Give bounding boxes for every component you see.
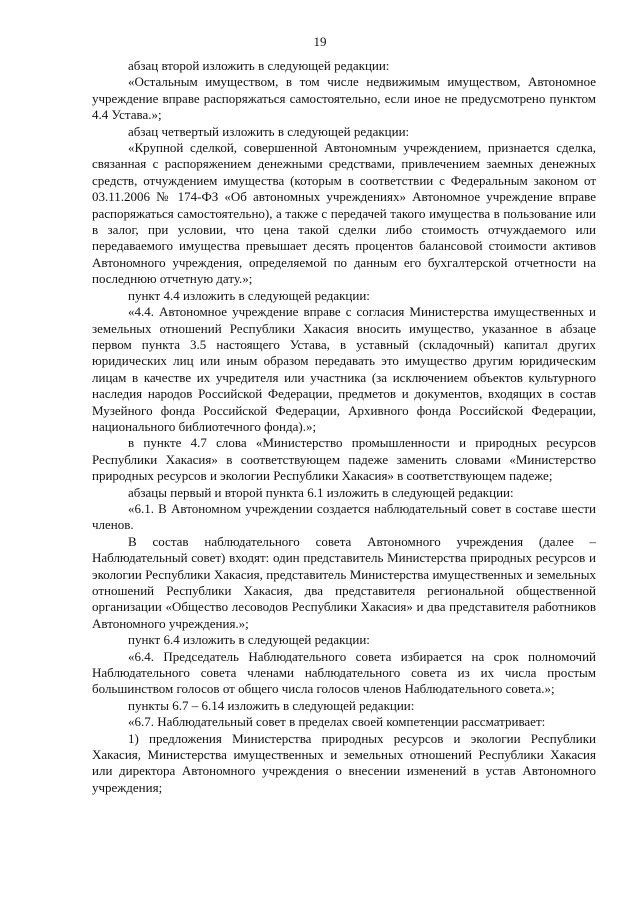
paragraph: 1) предложения Министерства природных ресурсов и экологии Республики Хакасия, Министерства имущественных и земельных отношений Республики Хакасия или директора Автономного учреждения о внесении изменений в устав Автономного учреждения; xyxy=(92,730,596,795)
document-body xyxy=(92,58,596,796)
paragraph: «4.4. Автономное учреждение вправе с согласия Министерства имущественных и земельных отношений Республики Хакасия вносить имущество, указанное в абзаце первом пункта 3.5 настоящего Устава, в уставный (складочный) капитал других юридических лиц или иным образом передавать это имущество другим юридическим лицам в качестве их учредителя или участника (за исключением объектов культурного наследия народов Российской Федерации, предметов и документов, входящих в состав Музейного фонда Российской Федерации, Архивного фонда Российской Федерации, национального библиотечного фонда).»; xyxy=(92,304,596,434)
paragraph: «6.4. Председатель Наблюдательного совета избирается на срок полномочий Наблюдательного совета членами наблюдательного совета из их числа простым большинством голосов от общего числа голосов членов Наблюдательного совета.»; xyxy=(92,648,596,697)
paragraph: «Остальным имуществом, в том числе недвижимым имуществом, Автономное учреждение вправе распоряжаться самостоятельно, если иное не предусмотрено пунктом 4.4 Устава.»; xyxy=(92,74,596,123)
paragraph: «Крупной сделкой, совершенной Автономным учреждением, признается сделка, связанная с распоряжением денежными средствами, привлечением заемных денежных средств, отчуждением имущества (которым в соответствии с Федеральным законом от 03.11.2006 № 174-ФЗ «Об автономных учреждениях» Автономное учреждение вправе распоряжаться самостоятельно), а также с передачей такого имущества в пользование или в залог, при условии, что цена такой сделки либо стоимость отчуждаемого или передаваемого имущества превышает десять процентов балансовой стоимости активов Автономного учреждения, определяемой по данным его бухгалтерской отчетности на последнюю отчетную дату.»; xyxy=(92,140,596,287)
paragraph: абзац четвертый изложить в следующей редакции: xyxy=(128,123,410,139)
paragraph: В состав наблюдательного совета Автономного учреждения (далее – Наблюдательный совет) входят: один представитель Министерства природных ресурсов и экологии Республики Хакасия, представитель Министерства имущественных и земельных отношений Республики Хакасия, два представителя региональной общественной организации «Общество лесоводов Республики Хакасия» и два представителя работников Автономного учреждения.»; xyxy=(92,533,596,631)
paragraph: «6.7. Наблюдательный совет в пределах своей компетенции рассматривает: xyxy=(128,714,546,730)
page-number: 19 xyxy=(313,34,327,49)
paragraph: абзацы первый и второй пункта 6.1 изложить в следующей редакции: xyxy=(128,484,514,500)
paragraph: абзац второй изложить в следующей редакции: xyxy=(128,58,390,73)
paragraph: пункт 6.4 изложить в следующей редакции: xyxy=(128,632,370,648)
paragraph: пункты 6.7 – 6.14 изложить в следующей редакции: xyxy=(128,697,415,713)
paragraph: «6.1. В Автономном учреждении создается наблюдательный совет в составе шести членов. xyxy=(92,500,596,533)
paragraph: пункт 4.4 изложить в следующей редакции: xyxy=(128,287,370,303)
paragraph: в пункте 4.7 слова «Министерство промышленности и природных ресурсов Республики Хакасия» в соответствующем падеже заменить словами «Министерство природных ресурсов и экологии Республики Хакасия» в соответствующем падеже; xyxy=(92,435,596,484)
